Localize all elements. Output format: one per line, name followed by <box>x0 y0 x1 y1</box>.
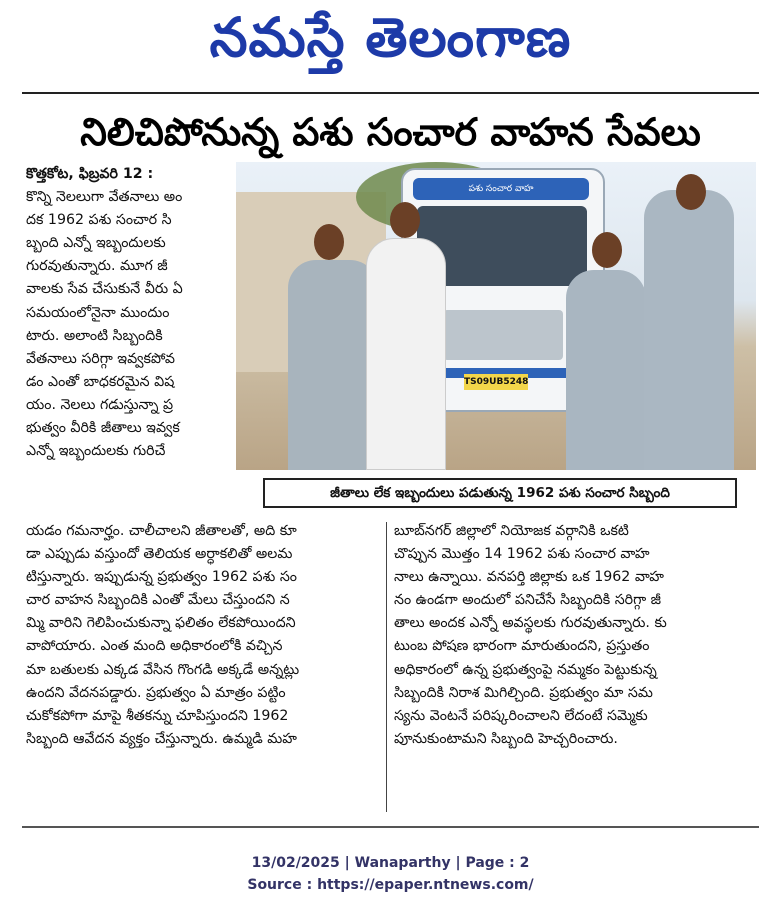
column-line: నం ఉండగా అందులో పనిచేసే సిబ్బందికి సరిగ్గా జీ <box>394 592 662 609</box>
person-grey-shirt <box>288 260 378 470</box>
column-line: సిబ్బంది ఆవేదన వ్యక్తం చేస్తున్నారు. ఉమ్మడి మహ <box>26 730 297 747</box>
column-line: డా ఎప్పుడు వస్తుందో తెలియక అర్ధాకలితో అలమ <box>26 546 293 563</box>
column-line: పూనుకుంటామని సిబ్బంది హెచ్చరించారు. <box>394 730 618 747</box>
person-tall <box>644 190 734 470</box>
person-head <box>592 232 622 268</box>
column-line: చుకోకపోగా మాపై శీతకన్ను చూపిస్తుందని 1962 <box>26 707 289 724</box>
column-line: యడం గమనార్హం. చాలీచాలని జీతాలతో, అది కూ <box>26 523 297 539</box>
column-line: వాలకు సేవ చేసుకునే వీరు ఏ <box>26 281 183 298</box>
column-line: కొత్తకోట, ఫిబ్రవరి 12 : <box>26 166 154 182</box>
column-line: ఎన్నో ఇబ్బందులకు గురిచే <box>26 443 166 460</box>
column-line: స్యను వెంటనే పరిష్కరించాలని లేదంటే సమ్మెకు <box>394 707 648 724</box>
column-line: దక 1962 పశు సంచార సి <box>26 212 172 229</box>
column-line: సమయంలోనైనా ముందుం <box>26 304 170 321</box>
column-line: యం. నెలలు గడుస్తున్నా ప్ర <box>26 396 174 413</box>
newspaper-title: నమస్తే తెలంగాణ <box>209 5 572 69</box>
column-line: చార వాహన సిబ్బందికి ఎంతో మేలు చేస్తుందని న <box>26 592 290 609</box>
person-white-coat <box>366 238 446 470</box>
article-headline: నిలిచిపోనున్న పశు సంచార వాహన సేవలు <box>80 110 701 154</box>
column-divider <box>386 522 387 812</box>
person-head <box>390 202 420 238</box>
column-line: మ్మి వారిని గెలిపించుకున్నా ఫలితం లేకపోయిందని <box>26 615 296 632</box>
column-line: గురవుతున్నారు. మూగ జీ <box>26 258 168 275</box>
column-line: టుంబ పోషణ భారంగా మారుతుందని, ప్రస్తుతం <box>394 638 650 655</box>
column-line: మా బతులకు ఎక్కడ వేసిన గొంగడి అక్కడే అన్నట్లు <box>26 661 300 678</box>
column-line: టారు. అలాంటి సిబ్బందికి <box>26 327 163 344</box>
column-bottom-left <box>26 520 378 751</box>
column-line: అధికారంలో ఉన్న ప్రభుత్వంపై నమ్మకం పెట్టుకున్న <box>394 661 657 678</box>
footer-source-link[interactable]: Source : https://epaper.ntnews.com/ <box>247 877 534 893</box>
masthead-rule <box>22 92 759 94</box>
column-line: బ్బంది ఎన్నో ఇబ్బందులకు <box>26 235 166 252</box>
person-head <box>676 174 706 210</box>
person-cap <box>566 270 646 470</box>
photo-caption: జీతాలు లేక ఇబ్బందులు పడుతున్న 1962 పశు సంచార సిబ్బంది <box>263 478 737 508</box>
column-line: చొప్పున మొత్తం 14 1962 పశు సంచార వాహ <box>394 546 650 563</box>
column-line: వేతనాలు సరిగ్గా ఇవ్వకపోవ <box>26 350 175 367</box>
footer-date-edition: 13/02/2025 | Wanaparthy | Page : 2 <box>251 855 530 871</box>
number-plate: TS09UB5248 <box>464 374 528 390</box>
column-line: నాలు ఉన్నాయి. వనపర్తి జిల్లాకు ఒక 1962 వాహ <box>394 569 664 586</box>
person-head <box>314 224 344 260</box>
column-line: తాలు అందక ఎన్నో అవస్థలకు గురవుతున్నారు. కు <box>394 615 667 632</box>
van-grill <box>443 310 563 360</box>
column-line: బూబ్‌నగర్ జిల్లాలో నియోజక వర్గానికి ఒకటి <box>394 523 629 539</box>
column-line: భుత్వం వీరికి జీతాలు ఇవ్వక <box>26 420 180 437</box>
van-sign <box>413 178 589 200</box>
column-line: డం ఎంతో బాధకరమైన విష <box>26 373 175 390</box>
masthead <box>0 0 781 88</box>
column-line: సిబ్బందికి నిరాశ మిగిల్చింది. ప్రభుత్వం మా సమ <box>394 684 653 701</box>
column-line: టిస్తున్నారు. ఇప్పుడున్న ప్రభుత్వం 1962 పశు సం <box>26 569 297 586</box>
staff-photo <box>236 162 756 470</box>
column-bottom-right <box>394 520 756 751</box>
van-sign-text: పశు సంచార వాహ <box>468 184 534 194</box>
column-line: వాపోయారు. ఎంత మంది అధికారంలోకి వచ్చిన <box>26 638 283 655</box>
column-line: కొన్ని నెలలుగా వేతనాలు అం <box>26 189 183 206</box>
page-bottom-rule <box>22 826 759 838</box>
column-left <box>26 163 226 463</box>
column-line: ఉందని వేదనపడ్డారు. ప్రభుత్వం ఏ మాత్రం పట్టిం <box>26 684 286 701</box>
